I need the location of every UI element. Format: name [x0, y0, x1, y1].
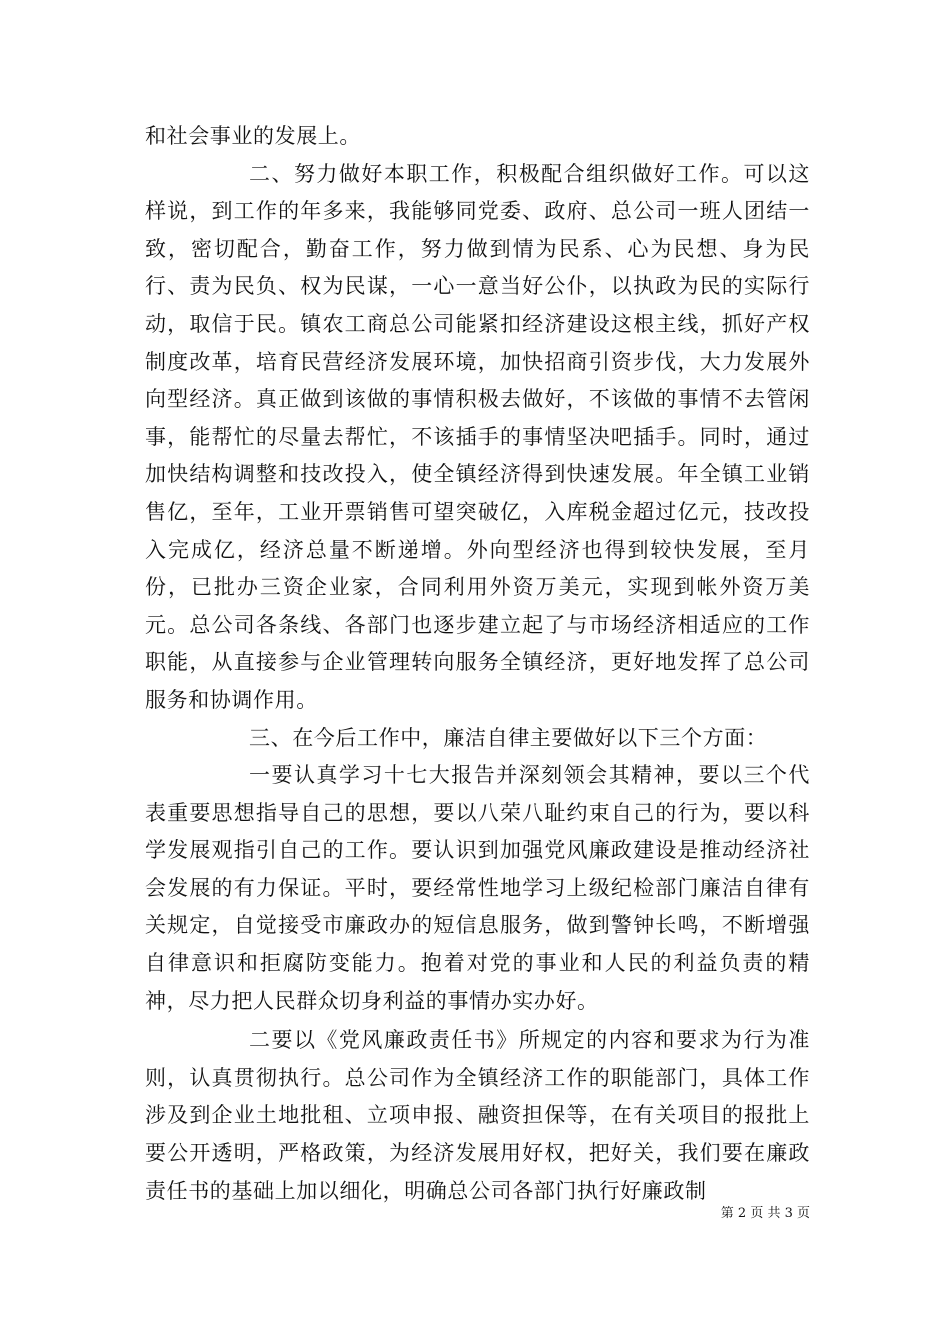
paragraph-continuation: 和社会事业的发展上。 — [145, 124, 361, 148]
paragraph-section-three-heading: 三、在今后工作中，廉洁自律主要做好以下三个方面： — [249, 725, 768, 750]
document-body — [145, 118, 810, 1210]
paragraph-point-two: 二要以《党风廉政责任书》所规定的内容和要求为行为准则，认真贯彻执行。总公司作为全镇经济工作的职能部门，具体工作涉及到企业土地批租、立项申报、融资担保等，在有关项目的报批上要公开透明，严格政策，为经济发展用好权，把好关，我们要在廉政责任书的基础上加以细化，明确总公司各部门执行好廉政制 — [145, 1028, 810, 1203]
page-number-footer: 第 2 页 共 3 页 — [720, 1206, 810, 1221]
paragraph-point-one: 一要认真学习十七大报告并深刻领会其精神，要以三个代表重要思想指导自己的思想，要以八荣八耻约束自己的行为，要以科学发展观指引自己的工作。要认识到加强党风廉政建设是推动经济社会发展的有力保证。平时，要经常性地学习上级纪检部门廉洁自律有关规定，自觉接受市廉政办的短信息服务，做到警钟长鸣，不断增强自律意识和拒腐防变能力。抱着对党的事业和人民的利益负责的精神，尽力把人民群众切身利益的事情办实办好。 — [145, 763, 810, 1013]
paragraph-section-two: 二、努力做好本职工作，积极配合组织做好工作。可以这样说，到工作的年多来，我能够同党委、政府、总公司一班人团结一致，密切配合，勤奋工作，努力做到情为民系、心为民想、身为民行、责为民负、权为民谋，一心一意当好公仆，以执政为民的实际行动，取信于民。镇农工商总公司能紧扣经济建设这根主线，抓好产权制度改革，培育民营经济发展环境，加快招商引资步伐，大力发展外向型经济。真正做到该做的事情积极去做好，不该做的事情不去管闲事，能帮忙的尽量去帮忙，不该插手的事情坚决吧插手。同时，通过加快结构调整和技改投入，使全镇经济得到快速发展。年全镇工业销售亿，至年，工业开票销售可望突破亿，入库税金超过亿元，技改投入完成亿，经济总量不断递增。外向型经济也得到较快发展，至月份，已批办三资企业家，合同利用外资万美元，实现到帐外资万美元。总公司各条线、各部门也逐步建立起了与市场经济相适应的工作职能，从直接参与企业管理转向服务全镇经济，更好地发挥了总公司服务和协调作用。 — [145, 161, 810, 712]
